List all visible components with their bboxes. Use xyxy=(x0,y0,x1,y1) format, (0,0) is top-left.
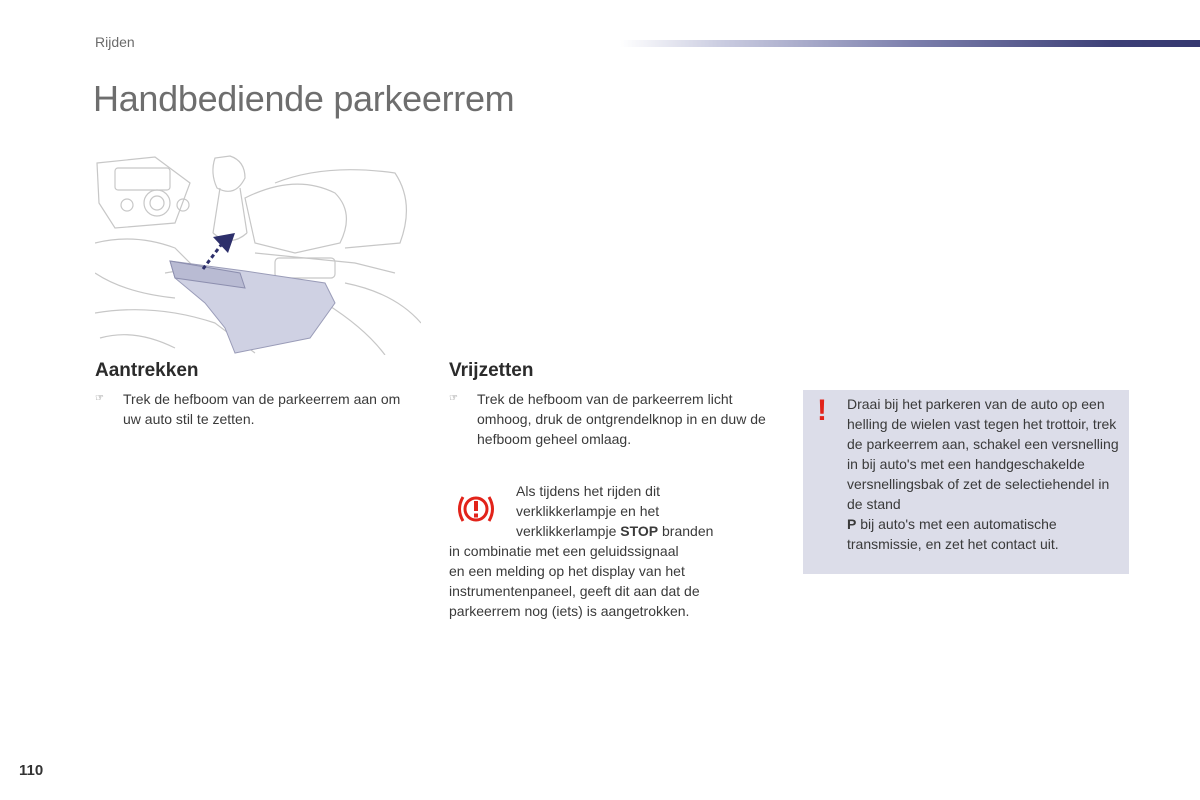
handbrake-illustration xyxy=(95,153,421,355)
apply-instruction-text: Trek de hefboom van de parkeerrem aan om uw auto stil te zetten. xyxy=(123,391,401,427)
lamp-text-line-3-end: branden xyxy=(658,523,714,539)
hand-pointer-icon: ☞ xyxy=(449,393,458,404)
lamp-text-line-6: instrumentenpaneel, geeft dit aan dat de xyxy=(449,583,700,599)
parking-note-box xyxy=(803,390,1129,574)
brake-warning-lamp-icon xyxy=(455,488,497,530)
hand-pointer-icon: ☞ xyxy=(95,393,104,404)
apply-instruction xyxy=(95,389,413,429)
release-instruction-text: Trek de hefboom van de parkeerrem licht omhoog, druk de ontgrendelknop in en duw de hefboom geheel omlaag. xyxy=(477,391,766,447)
lamp-text-line-3 xyxy=(516,521,713,541)
lamp-text-line-4: in combinatie met een geluidssignaal xyxy=(449,543,679,559)
page-title: Handbediende parkeerrem xyxy=(93,78,515,119)
section-label: Rijden xyxy=(95,34,135,50)
page-number: 110 xyxy=(19,762,44,779)
lamp-text-line-3-start: verklikkerlampje xyxy=(516,523,621,539)
parking-note-end: bij auto's met een automatische transmissie, en zet het contact uit. xyxy=(847,516,1059,552)
release-heading: Vrijzetten xyxy=(449,360,534,381)
lamp-text-line-1: Als tijdens het rijden dit xyxy=(516,483,660,499)
stop-label: STOP xyxy=(620,523,659,539)
header-gradient-bar xyxy=(620,40,1200,47)
apply-heading: Aantrekken xyxy=(95,360,199,381)
parking-note-text xyxy=(847,394,1127,554)
release-instruction xyxy=(449,389,779,449)
exclamation-icon: ! xyxy=(817,394,827,427)
gear-position-p: P xyxy=(847,516,857,532)
parking-note-main: Draai bij het parkeren van de auto op een helling de wielen vast tegen het trottoir, trek de parkeerrem aan, schakel een versnelling in bij auto's met een handgeschakelde versnellingsbak of zet de selectiehendel in de stand xyxy=(847,396,1119,512)
lamp-text-line-7: parkeerrem nog (iets) is aangetrokken. xyxy=(449,603,690,619)
lamp-text-line-2: verklikkerlampje en het xyxy=(516,503,660,519)
lamp-text-line-5: en een melding op het display van het xyxy=(449,563,685,579)
